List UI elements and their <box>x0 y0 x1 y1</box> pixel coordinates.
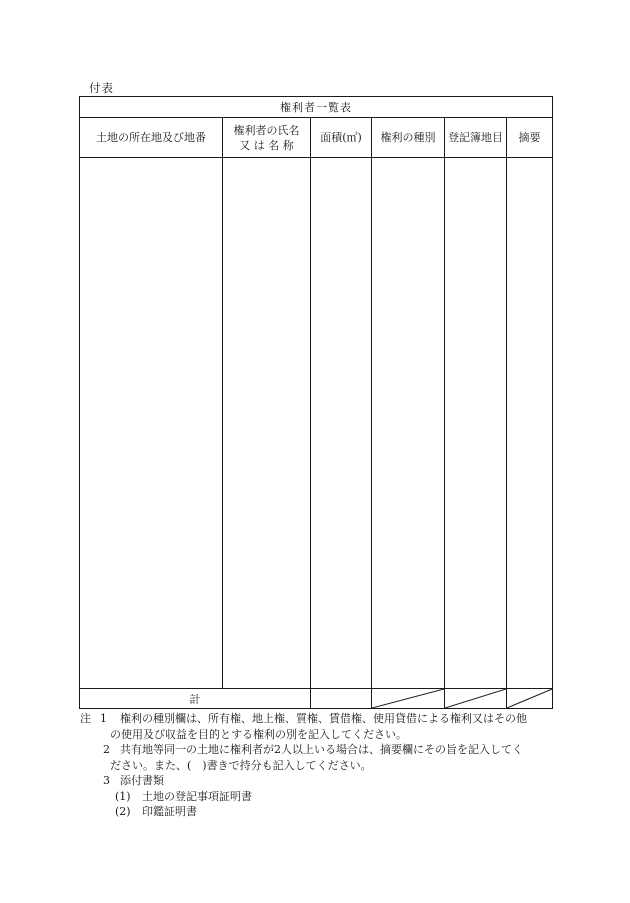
total-label: 計 <box>80 689 311 709</box>
cell-area[interactable] <box>311 158 372 689</box>
note-1-line2 <box>80 727 560 743</box>
sub-item-text: 印鑑証明書 <box>142 805 197 818</box>
note-number: 1 <box>100 712 107 725</box>
notes-marker: 注 <box>80 712 91 725</box>
note-number: 3 <box>103 774 110 787</box>
note-text: 共有地等同一の土地に権利者が2人以上いる場合は、摘要欄にその旨を記入してく <box>120 743 523 756</box>
rights-holder-table <box>79 96 553 709</box>
cell-holder-name[interactable] <box>223 158 311 689</box>
note-2-line1 <box>80 742 560 758</box>
cell-location[interactable] <box>80 158 223 689</box>
note-2-line2 <box>80 758 560 774</box>
strike-diagonal <box>445 689 506 708</box>
sub-item-number: (1) <box>115 789 131 803</box>
note-3-line1 <box>80 773 560 789</box>
header-holder-name-line2: 又 は 名 称 <box>239 138 294 152</box>
strike-diagonal <box>372 689 444 708</box>
header-registry-category: 登記簿地目 <box>445 118 507 158</box>
cell-registry-category[interactable] <box>445 158 507 689</box>
header-holder-name-line1: 権利者の氏名 <box>233 123 300 137</box>
table-title: 権利者一覧表 <box>80 97 553 118</box>
strike-diagonal <box>507 689 552 708</box>
total-right-type-struck <box>372 689 445 709</box>
sub-item-1 <box>80 789 560 805</box>
header-right-type: 権利の種別 <box>372 118 445 158</box>
header-area: 面積(㎡) <box>311 118 372 158</box>
note-text: ださい。また、( )書きで持分も記入してください。 <box>110 758 372 772</box>
attached-table-label: 付表 <box>89 81 114 95</box>
sub-item-number: (2) <box>115 805 131 818</box>
note-text: 権利の種別欄は、所有権、地上権、質権、賃借権、使用貸借による権利又はその他 <box>120 712 527 725</box>
note-number: 2 <box>103 743 110 756</box>
total-area-cell[interactable] <box>311 689 372 709</box>
note-text: の使用及び収益を目的とする権利の別を記入してください。 <box>110 727 407 741</box>
sub-item-2 <box>80 804 560 820</box>
note-1-line1 <box>80 711 560 727</box>
total-registry-struck <box>445 689 507 709</box>
cell-remarks[interactable] <box>507 158 553 689</box>
note-text: 添付書類 <box>120 774 164 787</box>
notes-section <box>80 711 560 820</box>
header-holder-name <box>223 118 311 158</box>
sub-item-text: 土地の登記事項証明書 <box>142 789 252 803</box>
header-remarks: 摘要 <box>507 118 553 158</box>
total-remarks-struck <box>507 689 553 709</box>
cell-right-type[interactable] <box>372 158 445 689</box>
header-location: 土地の所在地及び地番 <box>80 118 223 158</box>
